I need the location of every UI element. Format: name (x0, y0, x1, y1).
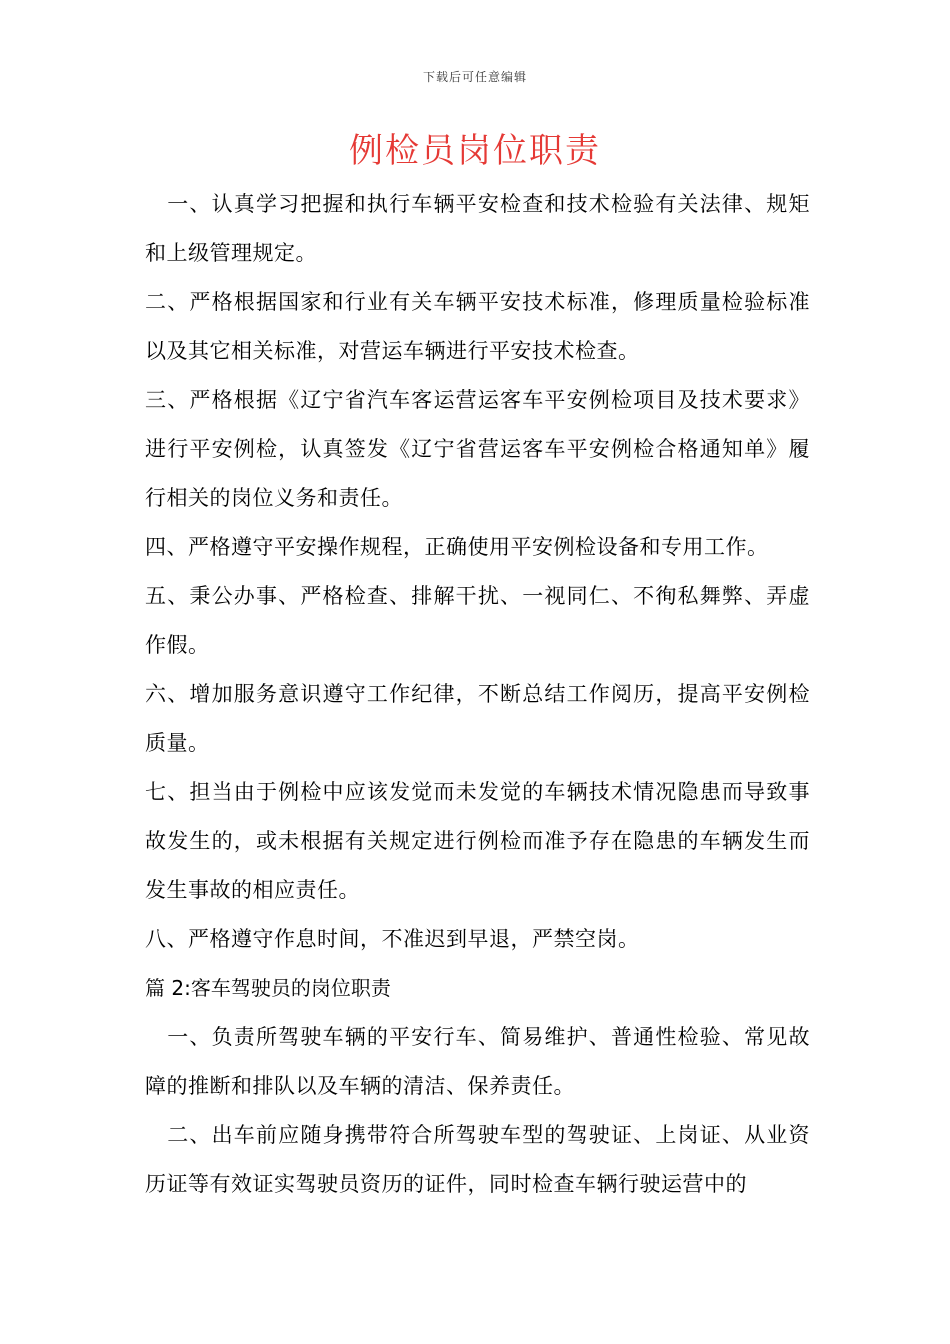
document-body (145, 180, 810, 1209)
paragraph-2: 二、严格根据国家和行业有关车辆平安技术标准，修理质量检验标准以及其它相关标准，对营运车辆进行平安技术检查。 (145, 290, 810, 363)
section2-paragraph-2: 二、出车前应随身携带符合所驾驶车型的驾驶证、上岗证、从业资历证等有效证实驾驶员资历的证件，同时检查车辆行驶运营中的 (145, 1123, 810, 1196)
document-title: 例检员岗位职责 (349, 131, 601, 171)
paragraph-1: 一、认真学习把握和执行车辆平安检查和技术检验有关法律、规矩和上级管理规定。 (145, 192, 810, 265)
paragraph-3: 三、严格根据《辽宁省汽车客运营运客车平安例检项目及技术要求》进行平安例检，认真签发《辽宁省营运客车平安例检合格通知单》履行相关的岗位义务和责任。 (145, 388, 810, 510)
section-heading: 篇 2:客车驾驶员的岗位职责 (145, 976, 391, 1000)
section2-paragraph-1: 一、负责所驾驶车辆的平安行车、简易维护、普通性检验、常见故障的推断和排队以及车辆的清洁、保养责任。 (145, 1025, 810, 1098)
paragraph-5: 五、秉公办事、严格检查、排解干扰、一视同仁、不徇私舞弊、弄虚作假。 (145, 584, 810, 657)
paragraph-8: 八、严格遵守作息时间，不准迟到早退，严禁空岗。 (145, 927, 640, 951)
paragraph-7: 七、担当由于例检中应该发觉而未发觉的车辆技术情况隐患而导致事故发生的，或未根据有关规定进行例检而准予存在隐患的车辆发生而发生事故的相应责任。 (145, 780, 810, 902)
paragraph-4: 四、严格遵守平安操作规程，正确使用平安例检设备和专用工作。 (145, 535, 769, 559)
header-note: 下载后可任意编辑 (422, 70, 527, 84)
paragraph-6: 六、增加服务意识遵守工作纪律，不断总结工作阅历，提高平安例检质量。 (145, 682, 810, 755)
